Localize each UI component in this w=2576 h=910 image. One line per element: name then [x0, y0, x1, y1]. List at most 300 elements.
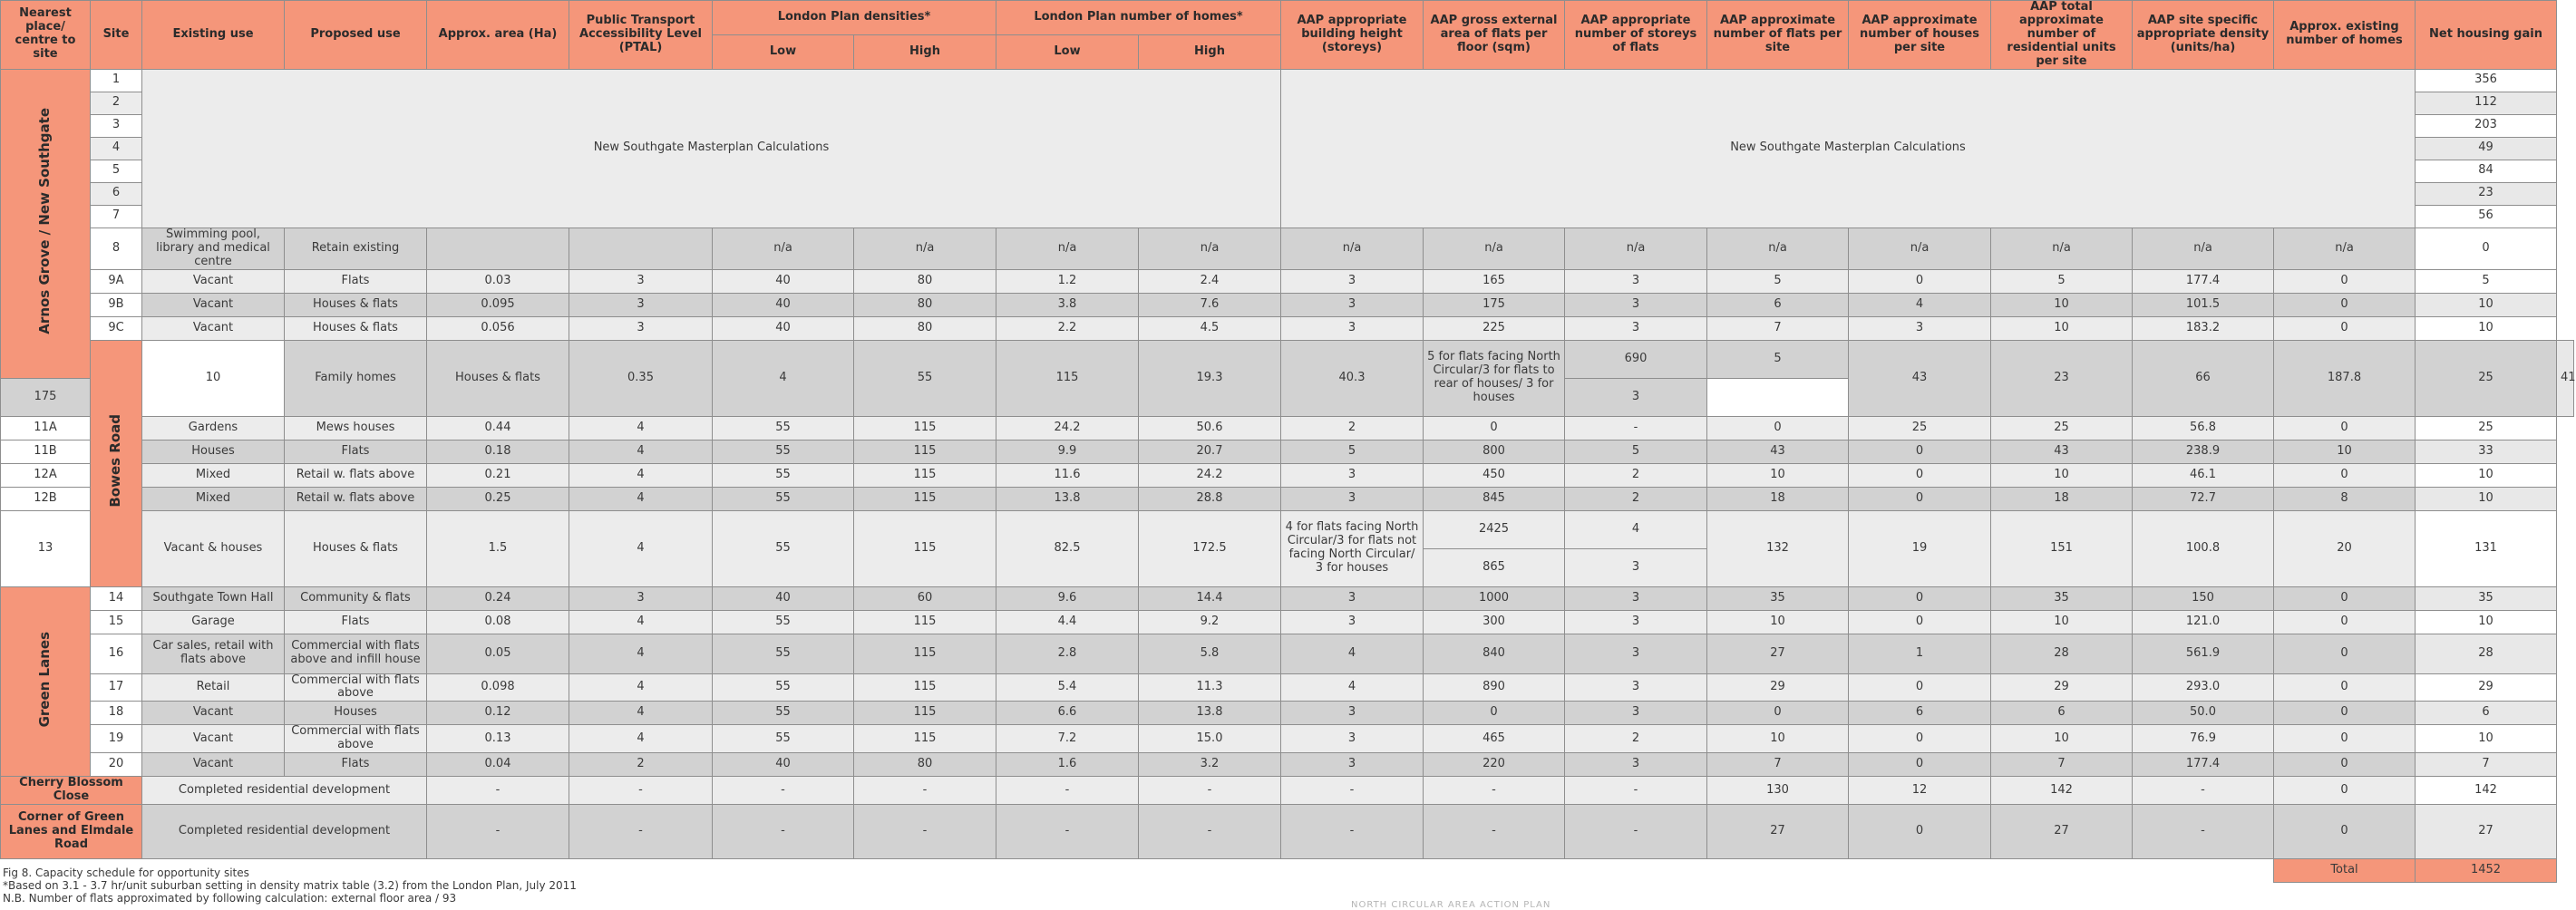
homes-low-cell: - — [996, 805, 1139, 859]
homes-high-cell: 5.8 — [1139, 634, 1281, 673]
gea-cell: 0 — [1424, 416, 1565, 440]
density-cell: 121.0 — [2133, 610, 2274, 634]
gea-cell: 300 — [1424, 610, 1565, 634]
gea-cell: 450 — [1424, 463, 1565, 487]
storeys-cell: - — [1565, 416, 1707, 440]
area-cell: 0.21 — [427, 463, 569, 487]
site-cell: 9A — [91, 269, 142, 293]
density-low-cell: 40 — [713, 316, 854, 340]
ptal-cell: 4 — [569, 416, 713, 440]
units-cell: 29 — [1991, 673, 2133, 702]
area-cell: 0.05 — [427, 634, 569, 673]
gain-cell: 10 — [2416, 293, 2557, 316]
density-cell: 150 — [2133, 586, 2274, 610]
flats-cell: 10 — [1707, 610, 1849, 634]
table-row — [1, 269, 2574, 293]
proposed-use-cell: Houses — [285, 702, 427, 725]
density-high-cell: - — [854, 777, 996, 805]
flats-cell: 10 — [1707, 463, 1849, 487]
existing-homes-cell: 0 — [2274, 725, 2416, 753]
proposed-use-cell: Retail w. flats above — [285, 463, 427, 487]
homes-high-cell: 24.2 — [1139, 463, 1281, 487]
density-low-cell: 55 — [713, 416, 854, 440]
density-cell: 101.5 — [2133, 293, 2274, 316]
storeys-cell: 4 — [1565, 510, 1707, 548]
ptal-cell: 4 — [569, 440, 713, 463]
height-cell: 4 — [1281, 634, 1424, 673]
proposed-use-cell: Flats — [285, 610, 427, 634]
site-cell: 20 — [91, 753, 142, 777]
homes-low-cell: 19.3 — [1139, 340, 1281, 416]
proposed-use-cell: Flats — [285, 269, 427, 293]
gain-cell: 10 — [2416, 725, 2557, 753]
density-low-cell: 55 — [713, 487, 854, 510]
density-low-cell: 55 — [713, 510, 854, 586]
existing-homes-cell: n/a — [2274, 228, 2416, 269]
units-cell: 6 — [1991, 702, 2133, 725]
storeys-cell: 3 — [1565, 586, 1707, 610]
storeys-cell: 2 — [1565, 463, 1707, 487]
density-cell: 76.9 — [2133, 725, 2274, 753]
gea-cell: 1000 — [1424, 586, 1565, 610]
table-row — [1, 316, 2574, 340]
site-cell: 19 — [91, 725, 142, 753]
ptal-cell: 3 — [569, 586, 713, 610]
density-cell: 293.0 — [2133, 673, 2274, 702]
density-cell: 187.8 — [2274, 340, 2416, 416]
gea-cell: 175 — [1424, 293, 1565, 316]
ptal-cell: 4 — [569, 510, 713, 586]
area-cell: 0.08 — [427, 610, 569, 634]
density-high-cell: 115 — [854, 463, 996, 487]
total-value: 1452 — [2416, 859, 2557, 883]
gea-cell: n/a — [1424, 228, 1565, 269]
existing-homes-cell: 8 — [2274, 487, 2416, 510]
col-units: AAP total approximate number of residential units per site — [1991, 1, 2133, 70]
gain-cell: 29 — [2416, 673, 2557, 702]
figure-notes — [3, 866, 577, 905]
units-cell: 10 — [1991, 316, 2133, 340]
homes-low-cell: 9.9 — [996, 440, 1139, 463]
homes-high-cell: 4.5 — [1139, 316, 1281, 340]
storeys-cell: 3 — [1565, 673, 1707, 702]
storeys-cell: 2 — [1565, 725, 1707, 753]
height-cell: 3 — [1281, 316, 1424, 340]
density-low-cell: - — [713, 777, 854, 805]
homes-high-cell: 15.0 — [1139, 725, 1281, 753]
height-cell: 2 — [1281, 416, 1424, 440]
existing-homes-cell: 0 — [2274, 416, 2416, 440]
col-densities: London Plan densities* — [713, 1, 996, 35]
storeys-cell: 3 — [1565, 610, 1707, 634]
storeys-cell: n/a — [1565, 228, 1707, 269]
existing-homes-cell: 0 — [2274, 586, 2416, 610]
ptal-cell: 4 — [569, 673, 713, 702]
table-row — [1, 673, 2574, 702]
density-low-cell: 55 — [713, 673, 854, 702]
footnote-density: *Based on 3.1 - 3.7 hr/unit suburban setting in density matrix table (3.2) from the London Plan, July 2011 — [3, 879, 577, 892]
gain-cell: 84 — [2416, 160, 2557, 182]
masterplan-note-right: New Southgate Masterplan Calculations — [1281, 69, 2416, 228]
homes-high-cell: 7.6 — [1139, 293, 1281, 316]
units-cell: 10 — [1991, 610, 2133, 634]
density-cell: 50.0 — [2133, 702, 2274, 725]
proposed-use-cell: Flats — [285, 440, 427, 463]
existing-use-cell: Vacant — [142, 725, 285, 753]
proposed-use-cell: Community & flats — [285, 586, 427, 610]
gain-cell: 49 — [2416, 137, 2557, 160]
homes-low-cell: 7.2 — [996, 725, 1139, 753]
flats-cell: 7 — [1707, 753, 1849, 777]
homes-high-cell: 172.5 — [1139, 510, 1281, 586]
existing-homes-cell: 25 — [2416, 340, 2557, 416]
existing-use-cell: Family homes — [285, 340, 427, 416]
houses-cell: 0 — [1849, 586, 1991, 610]
storeys-cell: - — [1565, 805, 1707, 859]
homes-high-cell: 40.3 — [1281, 340, 1424, 416]
gea-cell: - — [1424, 777, 1565, 805]
homes-low-cell: 24.2 — [996, 416, 1139, 440]
gain-cell: 142 — [2416, 777, 2557, 805]
houses-cell: 19 — [1849, 510, 1991, 586]
density-cell: n/a — [2133, 228, 2274, 269]
gea-cell: 840 — [1424, 634, 1565, 673]
density-cell: 177.4 — [2133, 269, 2274, 293]
area-cell: 0.12 — [427, 702, 569, 725]
area-cell: 0.095 — [427, 293, 569, 316]
existing-homes-cell: 0 — [2274, 463, 2416, 487]
table-row — [1, 69, 2574, 92]
units-cell: 10 — [1991, 293, 2133, 316]
flats-cell: 18 — [1707, 487, 1849, 510]
ptal-cell: 4 — [569, 610, 713, 634]
density-cell: 72.7 — [2133, 487, 2274, 510]
proposed-use-cell: Houses & flats — [285, 293, 427, 316]
height-cell: 3 — [1281, 725, 1424, 753]
site-cell: 10 — [142, 340, 285, 416]
flats-cell: 27 — [1707, 634, 1849, 673]
place-cherry-blossom: Cherry Blossom Close — [1, 777, 142, 805]
density-low-cell: 55 — [713, 725, 854, 753]
site-cell: 2 — [91, 92, 142, 114]
density-high-cell: 60 — [854, 586, 996, 610]
existing-use-cell: Vacant — [142, 269, 285, 293]
existing-use-cell: Southgate Town Hall — [142, 586, 285, 610]
storeys-cell: 2 — [1565, 487, 1707, 510]
gain-cell: 10 — [2416, 463, 2557, 487]
houses-cell: 0 — [1849, 487, 1991, 510]
homes-low-cell: 9.6 — [996, 586, 1139, 610]
existing-use-cell: Houses — [142, 440, 285, 463]
existing-homes-cell: 0 — [2274, 634, 2416, 673]
existing-use-cell: Vacant — [142, 753, 285, 777]
gain-cell: 23 — [2416, 182, 2557, 205]
gain-cell: 6 — [2416, 702, 2557, 725]
density-high-cell: 115 — [996, 340, 1139, 416]
group-bowes-road: Bowes Road — [91, 340, 142, 586]
houses-cell: 0 — [1849, 753, 1991, 777]
homes-high-cell: - — [1139, 805, 1281, 859]
density-cell: 100.8 — [2133, 510, 2274, 586]
col-ptal: Public Transport Accessibility Level (PTAL) — [569, 1, 713, 70]
area-cell: 0.44 — [427, 416, 569, 440]
storeys-cell: 3 — [1565, 293, 1707, 316]
height-cell: 4 for flats facing North Circular/3 for flats not facing North Circular/ 3 for houses — [1281, 510, 1424, 586]
table-row — [1, 228, 2574, 269]
flats-cell: 132 — [1707, 510, 1849, 586]
density-cell: 177.4 — [2133, 753, 2274, 777]
gain-cell: 35 — [2416, 586, 2557, 610]
existing-homes-cell: 0 — [2274, 293, 2416, 316]
density-cell: 561.9 — [2133, 634, 2274, 673]
col-gea: AAP gross external area of flats per floor (sqm) — [1424, 1, 1565, 70]
units-cell: 10 — [1991, 725, 2133, 753]
figure-caption: Fig 8. Capacity schedule for opportunity sites — [3, 866, 249, 879]
area-cell: 0.24 — [427, 586, 569, 610]
group-arnos-grove: Arnos Grove / New Southgate — [1, 69, 91, 378]
col-site: Site — [91, 1, 142, 70]
col-homes-low: Low — [996, 34, 1139, 69]
gain-cell: 10 — [2416, 316, 2557, 340]
table-body — [1, 69, 2574, 882]
site-cell: 3 — [91, 114, 142, 137]
homes-low-cell: 5.4 — [996, 673, 1139, 702]
site-cell: 4 — [91, 137, 142, 160]
gea-cell: 175 — [1, 378, 91, 416]
site-cell: 11A — [1, 416, 91, 440]
gain-cell: 10 — [2416, 487, 2557, 510]
houses-cell: 0 — [1849, 725, 1991, 753]
density-high-cell: 80 — [854, 269, 996, 293]
height-cell: 5 for flats facing North Circular/3 for flats to rear of houses/ 3 for houses — [1424, 340, 1565, 416]
homes-low-cell: - — [996, 777, 1139, 805]
existing-homes-cell: 0 — [2274, 269, 2416, 293]
area-cell: 0.18 — [427, 440, 569, 463]
existing-homes-cell: 0 — [2274, 316, 2416, 340]
existing-homes-cell: 0 — [2274, 753, 2416, 777]
group-green-lanes: Green Lanes — [1, 586, 91, 777]
density-low-cell: 55 — [713, 702, 854, 725]
table-row — [1, 586, 2574, 610]
table-row — [1, 777, 2574, 805]
site-cell: 14 — [91, 586, 142, 610]
col-existing-use: Existing use — [142, 1, 285, 70]
homes-low-cell: 13.8 — [996, 487, 1139, 510]
gea-cell: 800 — [1424, 440, 1565, 463]
site-cell: 15 — [91, 610, 142, 634]
density-low-cell: 40 — [713, 293, 854, 316]
existing-use-cell: Vacant — [142, 702, 285, 725]
homes-low-cell: 4.4 — [996, 610, 1139, 634]
density-high-cell: 115 — [854, 634, 996, 673]
gea-cell: 865 — [1424, 548, 1565, 586]
existing-homes-cell: 0 — [2274, 777, 2416, 805]
height-cell: 5 — [1281, 440, 1424, 463]
density-low-cell: 40 — [713, 586, 854, 610]
gain-cell: 131 — [2416, 510, 2557, 586]
existing-use-cell: Gardens — [142, 416, 285, 440]
existing-use-cell: Vacant — [142, 293, 285, 316]
density-high-cell: 115 — [854, 725, 996, 753]
flats-cell: 0 — [1707, 416, 1849, 440]
flats-cell: 130 — [1707, 777, 1849, 805]
table-row — [1, 510, 2574, 548]
col-density-high: High — [854, 34, 996, 69]
homes-low-cell: n/a — [996, 228, 1139, 269]
col-height: AAP appropriate building height (storeys) — [1281, 1, 1424, 70]
storeys-cell: 3 — [1565, 702, 1707, 725]
table-row — [1, 702, 2574, 725]
existing-homes-cell: 10 — [2274, 440, 2416, 463]
density-high-cell: 115 — [854, 440, 996, 463]
density-cell: 56.8 — [2133, 416, 2274, 440]
site-cell: 8 — [91, 228, 142, 269]
units-cell: n/a — [1991, 228, 2133, 269]
homes-high-cell: 2.4 — [1139, 269, 1281, 293]
density-high-cell: - — [854, 805, 996, 859]
col-houses: AAP approximate number of houses per site — [1849, 1, 1991, 70]
area-cell: 0.056 — [427, 316, 569, 340]
proposed-use-cell: Retail w. flats above — [285, 487, 427, 510]
ptal-cell: 4 — [569, 487, 713, 510]
gain-cell: 56 — [2416, 205, 2557, 228]
existing-use-cell: Swimming pool, library and medical centre — [142, 228, 285, 269]
height-cell: - — [1281, 805, 1424, 859]
height-cell: 3 — [1281, 487, 1424, 510]
gea-cell: 890 — [1424, 673, 1565, 702]
density-high-cell: 115 — [854, 610, 996, 634]
units-cell: 28 — [1991, 634, 2133, 673]
existing-homes-cell: 20 — [2274, 510, 2416, 586]
col-storeys: AAP appropriate number of storeys of flats — [1565, 1, 1707, 70]
density-cell: 183.2 — [2133, 316, 2274, 340]
homes-high-cell: 3.2 — [1139, 753, 1281, 777]
table-row — [1, 610, 2574, 634]
houses-cell: 0 — [1849, 440, 1991, 463]
col-area: Approx. area (Ha) — [427, 1, 569, 70]
description-cell: Completed residential development — [142, 805, 427, 859]
storeys-cell: 5 — [1565, 440, 1707, 463]
col-homes: London Plan number of homes* — [996, 1, 1281, 35]
houses-cell: 4 — [1849, 293, 1991, 316]
homes-high-cell: 20.7 — [1139, 440, 1281, 463]
density-low-cell: 55 — [713, 440, 854, 463]
existing-use-cell: Vacant & houses — [142, 510, 285, 586]
gea-cell: 220 — [1424, 753, 1565, 777]
gain-cell: 28 — [2416, 634, 2557, 673]
gea-cell: 690 — [1565, 340, 1707, 378]
units-cell: 151 — [1991, 510, 2133, 586]
table-row — [1, 440, 2574, 463]
density-low-cell: 40 — [713, 269, 854, 293]
height-cell: - — [1281, 777, 1424, 805]
gea-cell: 2425 — [1424, 510, 1565, 548]
existing-homes-cell: 0 — [2274, 702, 2416, 725]
flats-cell: 35 — [1707, 586, 1849, 610]
homes-low-cell: 2.2 — [996, 316, 1139, 340]
col-density-low: Low — [713, 34, 854, 69]
area-cell: 0.35 — [569, 340, 713, 416]
flats-cell: 27 — [1707, 805, 1849, 859]
flats-cell: 6 — [1707, 293, 1849, 316]
flats-cell: 43 — [1707, 440, 1849, 463]
ptal-cell: 2 — [569, 753, 713, 777]
col-density: AAP site specific appropriate density (units/ha) — [2133, 1, 2274, 70]
height-cell: 3 — [1281, 463, 1424, 487]
site-cell: 16 — [91, 634, 142, 673]
homes-high-cell: 14.4 — [1139, 586, 1281, 610]
col-flats: AAP approximate number of flats per site — [1707, 1, 1849, 70]
gain-cell: 203 — [2416, 114, 2557, 137]
gea-cell: 465 — [1424, 725, 1565, 753]
gain-cell: 25 — [2416, 416, 2557, 440]
homes-high-cell: 11.3 — [1139, 673, 1281, 702]
ptal-cell: - — [569, 777, 713, 805]
storeys-cell: 3 — [1565, 316, 1707, 340]
density-high-cell: 115 — [854, 487, 996, 510]
units-cell: 18 — [1991, 487, 2133, 510]
area-cell: - — [427, 777, 569, 805]
col-proposed-use: Proposed use — [285, 1, 427, 70]
height-cell: 4 — [1281, 673, 1424, 702]
table-header — [1, 1, 2574, 70]
density-high-cell: 80 — [854, 316, 996, 340]
ptal-cell: - — [569, 805, 713, 859]
site-cell: 1 — [91, 69, 142, 92]
flats-cell: 5 — [1707, 269, 1849, 293]
storeys-cell: 5 — [1707, 340, 1849, 378]
area-cell: 0.098 — [427, 673, 569, 702]
existing-use-cell: Retail — [142, 673, 285, 702]
ptal-cell: 4 — [569, 634, 713, 673]
site-cell: 9C — [91, 316, 142, 340]
table-row — [1, 463, 2574, 487]
houses-cell: 0 — [1849, 463, 1991, 487]
homes-low-cell: 1.2 — [996, 269, 1139, 293]
gain-cell: 33 — [2416, 440, 2557, 463]
ptal-cell: 4 — [569, 725, 713, 753]
flats-cell: 0 — [1707, 702, 1849, 725]
units-cell: 5 — [1991, 269, 2133, 293]
density-low-cell: n/a — [713, 228, 854, 269]
existing-use-cell: Car sales, retail with flats above — [142, 634, 285, 673]
houses-cell: 1 — [1849, 634, 1991, 673]
gain-cell: 356 — [2416, 69, 2557, 92]
homes-high-cell: n/a — [1139, 228, 1281, 269]
page-footer: NORTH CIRCULAR AREA ACTION PLAN — [1351, 900, 1551, 910]
site-cell: 5 — [91, 160, 142, 182]
height-cell: 3 — [1281, 610, 1424, 634]
density-high-cell: 115 — [854, 416, 996, 440]
table-row — [1, 340, 2574, 378]
gain-cell: 7 — [2416, 753, 2557, 777]
units-cell: 35 — [1991, 586, 2133, 610]
masterplan-note-left: New Southgate Masterplan Calculations — [142, 69, 1281, 228]
houses-cell: 0 — [1849, 610, 1991, 634]
area-cell: 0.25 — [427, 487, 569, 510]
storeys-cell: 3 — [1565, 269, 1707, 293]
col-existing-homes: Approx. existing number of homes — [2274, 1, 2416, 70]
density-cell: 238.9 — [2133, 440, 2274, 463]
height-cell: 3 — [1281, 753, 1424, 777]
table-row — [1, 487, 2574, 510]
density-cell: - — [2133, 777, 2274, 805]
houses-cell: 0 — [1849, 269, 1991, 293]
site-cell: 11B — [1, 440, 91, 463]
gea-cell: 845 — [1424, 487, 1565, 510]
storeys-cell: 3 — [1565, 634, 1707, 673]
proposed-use-cell: Houses & flats — [285, 316, 427, 340]
